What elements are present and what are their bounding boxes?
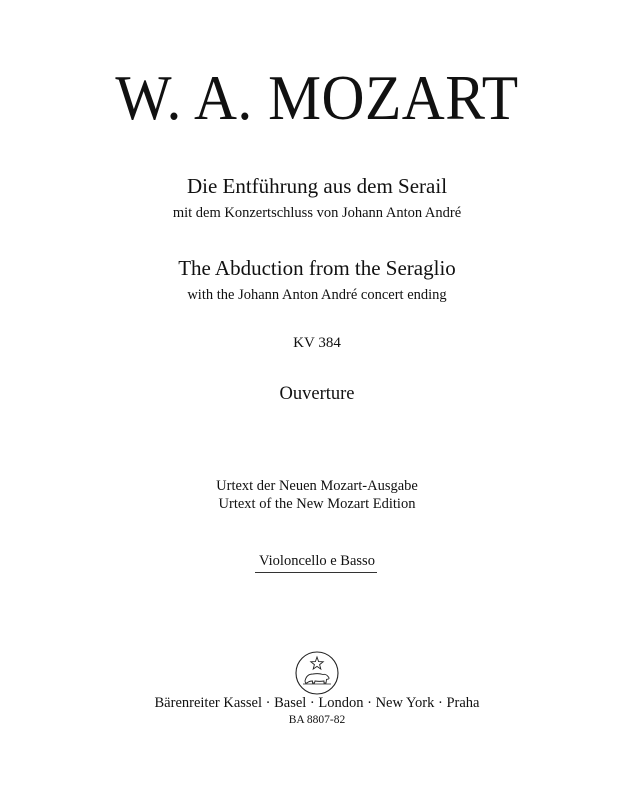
part-underline (255, 572, 377, 573)
composer-name: W. A. MOZART (115, 62, 519, 133)
work-title-english: The Abduction from the Seraglio (178, 256, 456, 280)
instrument-part: Violoncello e Basso (259, 553, 375, 569)
edition-note-german: Urtext der Neuen Mozart-Ausgabe (216, 478, 418, 494)
catalog-number: KV 384 (293, 335, 341, 351)
edition-note-english: Urtext of the New Mozart Edition (218, 496, 416, 512)
baerenreiter-bear-logo-icon (294, 650, 340, 696)
work-subtitle-english: with the Johann Anton André concert ending (187, 287, 447, 303)
movement-title: Ouverture (279, 384, 355, 404)
edition-number: BA 8807-82 (288, 714, 346, 726)
work-subtitle-german: mit dem Konzertschluss von Johann Anton André (172, 205, 462, 221)
publisher-imprint: Bärenreiter Kassel · Basel · London · New York · Praha (154, 695, 480, 711)
work-title-german: Die Entführung aus dem Serail (186, 174, 448, 198)
